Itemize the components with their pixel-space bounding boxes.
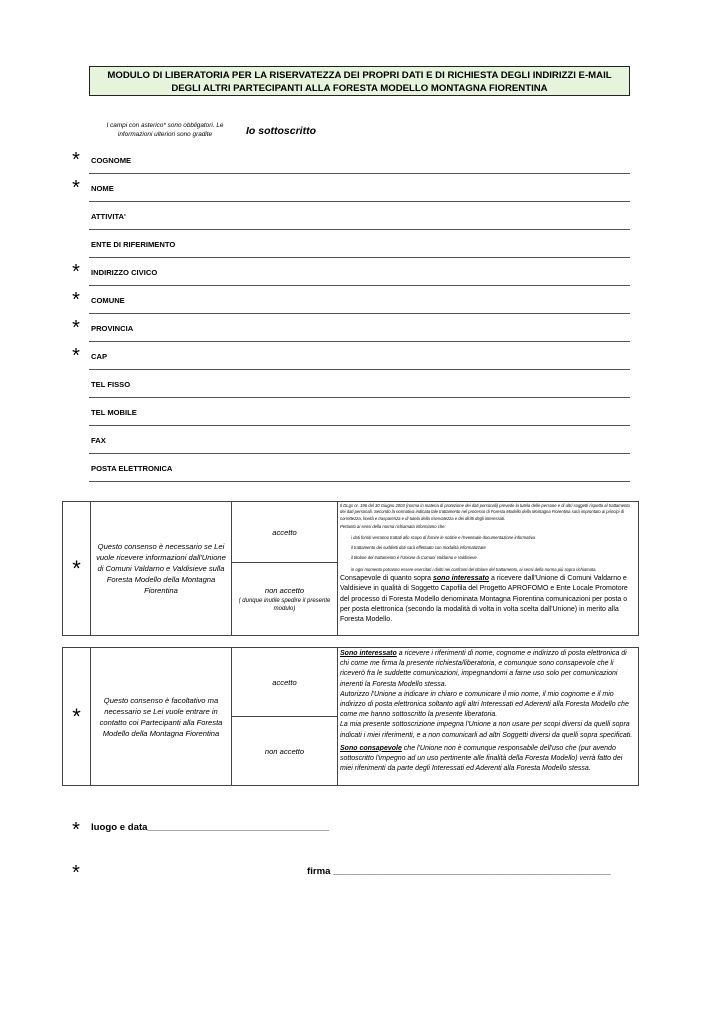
consent-2-accept-option[interactable] bbox=[232, 648, 338, 717]
form-title bbox=[89, 66, 630, 96]
reject-note: ( dunque inutile spedire il presente modulo) bbox=[238, 597, 331, 612]
form-title-line2: DEGLI ALTRI PARTECIPANTI ALLA FORESTA MODELLO MONTAGNA FIORENTINA bbox=[171, 83, 548, 94]
required-marker: * bbox=[72, 862, 80, 884]
fax-field[interactable] bbox=[89, 426, 630, 454]
field-label: COMUNE bbox=[91, 296, 125, 305]
required-marker: * bbox=[72, 819, 80, 841]
para1-rest: a ricevere i riferimenti di nome, cognome e indirizzo di posta elettronica di chi come me firma la presente richiesta/liberatoria, e comunque sono consapevole che li riceverò fra le suddette comunicazioni, impegnandomi a farne uso solo per comunicazioni inerenti la Foresta Modello stessa. bbox=[340, 650, 627, 688]
required-marker: * bbox=[72, 149, 80, 171]
accept-label: accetto bbox=[272, 677, 297, 687]
email-field[interactable] bbox=[89, 454, 630, 482]
consent-table-1 bbox=[62, 501, 639, 636]
ente-field[interactable] bbox=[89, 230, 630, 258]
nome-field[interactable] bbox=[89, 174, 630, 202]
tel-fisso-field[interactable] bbox=[89, 370, 630, 398]
indirizzo-field[interactable] bbox=[89, 258, 630, 286]
consent-1-description: Questo consenso è necessario se Lei vuole ricevere informazioni dall'Unione di Comuni Valdarno e Valdisieve sulla Foresta Modello della Montagna Fiorentina bbox=[91, 502, 232, 636]
accept-label: accetto bbox=[272, 527, 297, 537]
privacy-item: i dati forniti verranno trattati allo scopo di fornire le notizie e l'eventuale documentazione informativa bbox=[351, 534, 535, 540]
consent-2-para4 bbox=[340, 744, 636, 775]
form-subtitle: Io sottoscritto bbox=[246, 125, 316, 137]
signature-field[interactable]: firma ____________________________________________________ bbox=[307, 866, 611, 877]
consent-1-accept-option[interactable] bbox=[232, 502, 338, 563]
required-marker: * bbox=[72, 317, 80, 339]
consent-2-para1 bbox=[340, 649, 636, 690]
required-marker: * bbox=[72, 345, 80, 367]
tel-mobile-field[interactable] bbox=[89, 398, 630, 426]
consent-2-text bbox=[338, 648, 639, 786]
consent-2-description: Questo consenso è facoltativo ma necessario se Lei vuole entrare in contatto coi Partecipanti alla Foresta Modello della Montagna Fiorentina bbox=[91, 648, 232, 786]
required-marker: * bbox=[72, 177, 80, 199]
statement-emphasis: sono interessato bbox=[433, 575, 490, 583]
field-label: TEL FISSO bbox=[91, 380, 131, 389]
attivita-field[interactable] bbox=[89, 202, 630, 230]
form-title-line1: MODULO DI LIBERATORIA PER LA RISERVATEZZA DEI PROPRI DATI E DI RICHIESTA DEGLI INDIRIZZI E-MAIL bbox=[107, 70, 612, 81]
para4-emphasis: Sono consapevole bbox=[340, 744, 402, 752]
consent-2-para3: La mia presente sottoscrizione impegna l'Unione a non usare per scopi diversi da quelli sopra indicati i miei riferimenti, e a non comunicarli ad altri Soggetti diversi da quelli sopra specificati. bbox=[340, 721, 633, 739]
privacy-item: in ogni momento potranno essere esercitati i diritti nei confronti del titolare del trattamento, ai sensi della norma più sopra richiamata. bbox=[351, 566, 597, 572]
privacy-lead: Pertanto ai sensi della norma richiamata informiamo che: bbox=[340, 524, 446, 530]
field-label: INDIRIZZO CIVICO bbox=[91, 268, 158, 277]
required-marker: * bbox=[72, 289, 80, 311]
field-label: ENTE DI RIFERIMENTO bbox=[91, 240, 176, 249]
cognome-field[interactable] bbox=[89, 146, 630, 174]
field-label: NOME bbox=[91, 184, 114, 193]
comune-field[interactable] bbox=[89, 286, 630, 314]
cap-field[interactable] bbox=[89, 342, 630, 370]
consent-2-para2: Autorizzo l'Unione a indicare in chiaro e comunicare il mio nome, il mio cognome e il mio indirizzo di posta elettronica soltanto agli altri Interessati ed Aderenti alla Foresta Modello che come me hanno sottoscritto la presente liberatoria. bbox=[340, 690, 629, 719]
field-label: COGNOME bbox=[91, 156, 132, 165]
field-label: TEL MOBILE bbox=[91, 408, 137, 417]
para4-rest: che l'Unione non è comunque responsabile dell'uso che (pur avendo sottoscritto l'impegno ad un uso pertinente alle finalità della Foresta Modello) verrà fatto dei miei riferimenti da parte degli Interessati ed Aderenti alla Foresta Modello stessa. bbox=[340, 744, 623, 773]
field-label: POSTA ELETTRONICA bbox=[91, 464, 173, 473]
place-date-field[interactable]: luogo e data__________________________________ bbox=[91, 822, 329, 833]
consent-2-reject-option[interactable] bbox=[232, 717, 338, 786]
reject-label: non accetto bbox=[264, 746, 305, 756]
privacy-item: il titolare del trattamento è l'Unione di Comuni Valdarno e Valdisieve bbox=[351, 555, 477, 561]
para1-emphasis: Sono interessato bbox=[340, 650, 397, 657]
privacy-item: il trattamento dei suddetti dati sarà effettuato con modalità informatizzate bbox=[351, 545, 486, 551]
provincia-field[interactable] bbox=[89, 314, 630, 342]
consent-table-2 bbox=[62, 647, 639, 786]
required-marker: * bbox=[63, 502, 91, 636]
privacy-intro: Il DLgs nr. 196 del 30 Giugno 2003 (norma in materia di protezione dei dati personali) prevede la tutela delle persone e di altri soggetti rispetto al trattamento dei dati personali. Secondo la normativa indicata tale trattamento nel processo di Foresta Modello della Montagna Fiorentina sarà improntato ai principi di correttezza, liceità e trasparenza e di tutela della riservatezza e dei diritti degli interessati. bbox=[340, 503, 630, 521]
field-label: PROVINCIA bbox=[91, 324, 134, 333]
consent-1-reject-option[interactable] bbox=[232, 563, 338, 636]
required-marker: * bbox=[63, 648, 91, 786]
consent-1-text bbox=[338, 502, 639, 636]
field-label: CAP bbox=[91, 352, 108, 361]
required-marker: * bbox=[72, 261, 80, 283]
field-label: FAX bbox=[91, 436, 106, 445]
field-label: ATTIVITA' bbox=[91, 212, 126, 221]
statement-post: a ricevere dall'Unione di Comuni Valdarno e Valdisieve in qualità di Soggetto Capofila del Progetto APROFOMO e Ente Locale Promotore del processo di Foresta Modello denominata Montagna Fiorentina comunicazioni per posta o per posta elettronica (secondo la modalità di volta in volta scelta dall'Unione) in merito alla Foresta Modello. bbox=[340, 575, 628, 624]
required-fields-note: I campi con asterico* sono obbligatori. Le informazioni ulteriori sono gradite bbox=[106, 122, 224, 138]
consent-1-statement bbox=[340, 574, 636, 625]
reject-label: non accetto bbox=[264, 585, 305, 595]
statement-pre: Consapevole di quanto sopra bbox=[340, 575, 434, 583]
